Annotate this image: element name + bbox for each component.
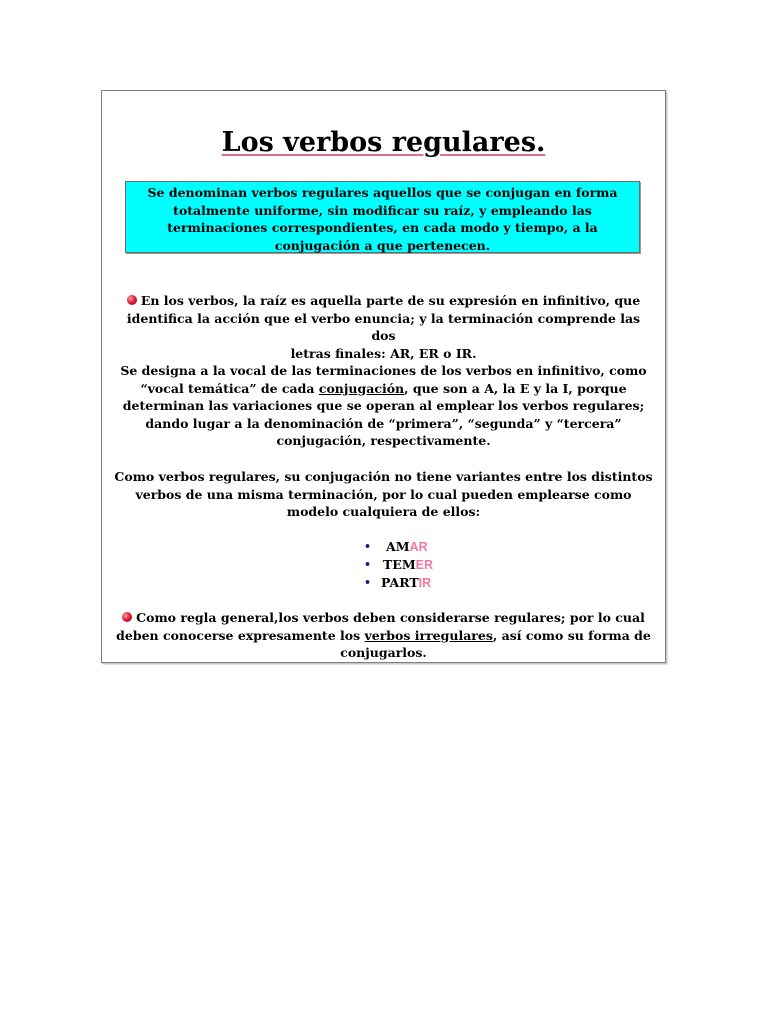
paragraph-model-verbs: Como verbos regulares, su conjugación no tiene variantes entre los distintos verbos de una misma terminación, por lo cual pueden emplearse como modelo cualquiera de ellos:: [114, 469, 653, 520]
list-bullet-icon: •: [364, 558, 372, 571]
paragraph-thematic-vowel: Se designa a la vocal de las terminaciones de los verbos en infinitivo, como “vocal temática” de cada conjugación, que son a A, la E y la I, porque determinan las variaciones que se operan al emplear los verbos regulares; dando lugar a la denominación de “primera”, “segunda” y “tercera” conjugación, respectivamente.: [120, 363, 647, 449]
list-item: [102, 538, 665, 556]
list-item: [102, 574, 665, 592]
conjugacion-link[interactable]: conjugación: [318, 380, 405, 396]
paragraph-general-rule: Como regla general,los verbos deben considerarse regulares; por lo cual deben conocerse expresamente los verbos irregulares, así como su forma de conjugarlos.: [116, 610, 651, 661]
verb-ending: AR: [409, 540, 428, 554]
list-bullet-icon: •: [364, 540, 372, 553]
verb-ending: IR: [418, 576, 432, 590]
verb-example: PARTIR: [381, 575, 432, 590]
paragraph-root-and-ending: En los verbos, la raíz es aquella parte de su expresión en infinitivo, que identifica la acción que el verbo enuncia; y la terminación comprende las dos letras finales: AR, ER o IR.: [126, 293, 641, 361]
red-bullet-icon: [122, 612, 132, 622]
verbos-irregulares-link[interactable]: verbos irregulares: [364, 627, 493, 643]
list-bullet-icon: •: [364, 576, 372, 589]
page-title: Los verbos regulares.: [221, 127, 546, 158]
content-frame: [101, 90, 666, 663]
verb-example: TEMER: [383, 557, 434, 572]
list-item: [102, 556, 665, 574]
red-bullet-icon: [127, 295, 137, 305]
definition-text: Se denominan verbos regulares aquellos que se conjugan en forma totalmente uniforme, sin modificar su raíz, y empleando las terminaciones correspondientes, en cada modo y tiempo, a la conjugación a que pertenecen.: [147, 185, 618, 253]
verb-examples-list: [102, 538, 665, 592]
definition-box: [125, 181, 640, 253]
verb-example: AMAR: [386, 539, 428, 554]
verb-ending: ER: [415, 558, 434, 572]
